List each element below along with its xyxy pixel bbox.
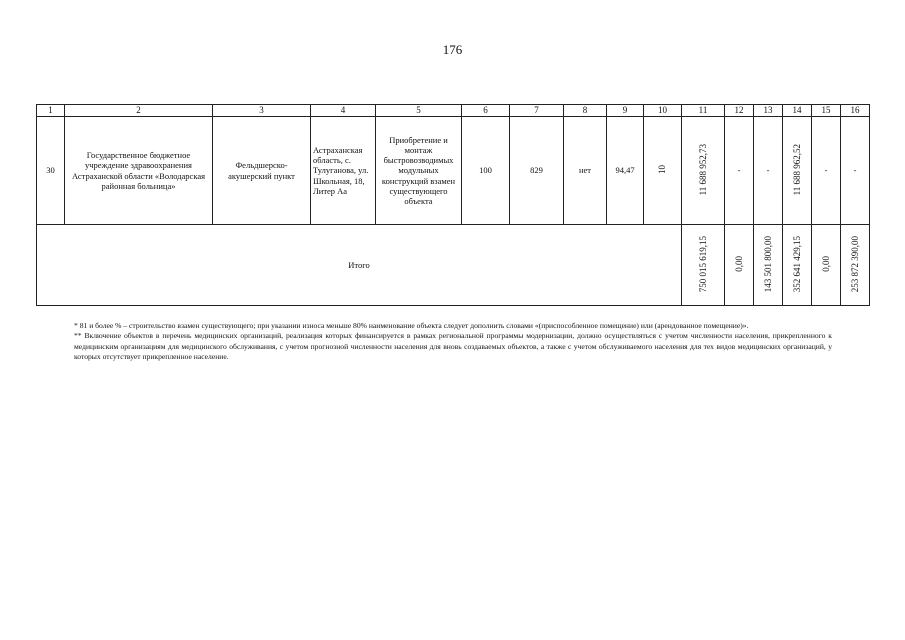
cell-col7: 829 (510, 117, 564, 225)
objects-table (36, 104, 870, 306)
column-number: 14 (783, 105, 812, 117)
total-row (37, 225, 870, 306)
cell-col11 (682, 117, 725, 225)
total-col11 (682, 225, 725, 306)
row-number: 30 (37, 117, 65, 225)
column-number: 1 (37, 105, 65, 117)
column-number: 11 (682, 105, 725, 117)
column-number: 5 (376, 105, 462, 117)
footnote-1: * 81 и более % – строительство взамен существующего; при указании износа меньше 80% наименование объекта следует дополнить словами «(приспособленное помещение) или (арендованное помещение)». (74, 321, 749, 330)
cell-col9: 94,47 (607, 117, 644, 225)
cell-col16: - (841, 117, 870, 225)
column-number: 2 (65, 105, 213, 117)
cell-col13: - (754, 117, 783, 225)
total-col14-value: 352 641 429,15 (791, 235, 802, 293)
total-col15 (812, 225, 841, 306)
cell-col10-value: 10 (657, 164, 668, 174)
column-number: 13 (754, 105, 783, 117)
column-number: 9 (607, 105, 644, 117)
object-address: Астраханская область, с. Тулуганова, ул. Школьная, 18, Литер Аа (311, 117, 376, 225)
cell-col11-value: 11 688 952,73 (697, 143, 708, 196)
total-col11-value: 750 015 619,15 (697, 235, 708, 293)
column-number: 7 (510, 105, 564, 117)
total-col12-value: 0,00 (733, 256, 744, 272)
cell-col6: 100 (462, 117, 510, 225)
total-col13-value: 143 501 800,00 (762, 235, 773, 293)
column-number: 8 (564, 105, 607, 117)
total-col13 (754, 225, 783, 306)
cell-col14-value: 11 688 962,52 (791, 143, 802, 196)
column-number: 15 (812, 105, 841, 117)
cell-col10 (644, 117, 682, 225)
page-number: 176 (442, 42, 463, 57)
column-number: 10 (644, 105, 682, 117)
institution-name: Государственное бюджетное учреждение здравоохранения Астраханской области «Володарская районная больница» (65, 117, 213, 225)
cell-col8: нет (564, 117, 607, 225)
total-label: Итого (37, 225, 682, 306)
total-col12 (725, 225, 754, 306)
footnote-2: ** Включение объектов в перечень медицинских организаций, реализация которых финансируется в рамках региональной программы модернизации, должно осуществляться с учетом численности населения, прикрепленного к медицинским организациям для медицинского обслуживания, с учетом прогнозной численности населения для вновь создаваемых объектов, а также с учетом обслуживаемого населения для тех видов медицинских организаций, у которых отсутствует прикрепленное население. (74, 331, 832, 361)
column-number: 4 (311, 105, 376, 117)
work-description: Приобретение и монтаж быстровозводимых модульных конструкций взамен существующего объекта (376, 117, 462, 225)
column-number: 6 (462, 105, 510, 117)
total-col16 (841, 225, 870, 306)
column-number: 12 (725, 105, 754, 117)
total-col16-value: 253 872 390,00 (849, 235, 860, 293)
cell-col15: - (812, 117, 841, 225)
column-number: 16 (841, 105, 870, 117)
cell-col12: - (725, 117, 754, 225)
footnotes (74, 321, 832, 362)
object-type: Фельдшерско-акушерский пункт (213, 117, 311, 225)
table-row (37, 117, 870, 225)
total-col15-value: 0,00 (820, 256, 831, 272)
column-number-row (37, 105, 870, 117)
column-number: 3 (213, 105, 311, 117)
total-col14 (783, 225, 812, 306)
cell-col14 (783, 117, 812, 225)
